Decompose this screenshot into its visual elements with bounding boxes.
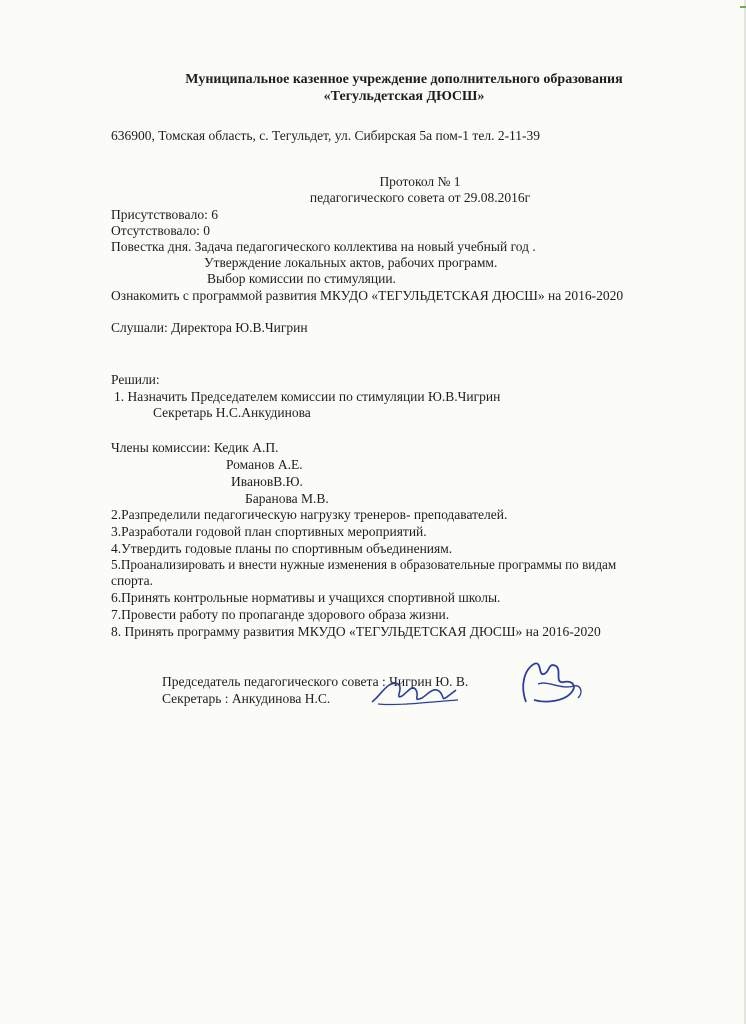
decision-item-3: 3.Разработали годовой план спортивных мероприятий. <box>111 524 427 539</box>
decision-item-8: 8. Принять программу развития МКУДО «ТЕГУЛЬДЕТСКАЯ ДЮСШ» на 2016-2020 <box>111 624 601 639</box>
chair-handwritten-signature <box>508 656 590 712</box>
present-count: Присутствовало: 6 <box>111 207 218 222</box>
decision-item-1-secretary: Секретарь Н.С.Анкудинова <box>153 405 311 420</box>
agenda-line4: Ознакомить с программой развития МКУДО «ТЕГУЛЬДЕТСКАЯ ДЮСШ» на 2016-2020 <box>111 288 624 303</box>
decision-item-4: 4.Утвердить годовые планы по спортивным объединениям. <box>111 541 453 556</box>
decision-item-7: 7.Провести работу по пропаганде здорового образа жизни. <box>111 607 450 622</box>
protocol-title: Протокол № 1 <box>379 174 461 189</box>
commission-members-label: Члены комиссии: Кедик А.П. <box>111 440 279 455</box>
org-name-line1: Муниципальное казенное учреждение дополнительного образования <box>185 72 623 87</box>
chair-signature-line: Председатель педагогического совета : Чигрин Ю. В. <box>162 674 469 689</box>
commission-member: Баранова М.В. <box>245 491 329 506</box>
agenda-line3: Выбор комиссии по стимуляции. <box>207 271 396 286</box>
commission-member: Романов А.Е. <box>226 457 303 472</box>
decision-item-5-cont: спорта. <box>111 573 153 588</box>
org-address: 636900, Томская область, с. Тегульдет, ул. Сибирская 5а пом-1 тел. 2-11-39 <box>111 128 541 143</box>
absent-count: Отсутствовало: 0 <box>111 223 211 238</box>
commission-member: ИвановВ.Ю. <box>231 474 303 489</box>
decision-item-5: 5.Проанализировать и внести нужные изменения в образовательные программы по видам <box>111 557 617 572</box>
secretary-signature-line: Секретарь : Анкудинова Н.С. <box>162 691 331 706</box>
decision-item-6: 6.Принять контрольные нормативы и учащихся спортивной школы. <box>111 590 501 605</box>
org-name-line2: «Тегульдетская ДЮСШ» <box>323 89 485 104</box>
secretary-handwritten-signature <box>368 672 464 712</box>
protocol-subtitle: педагогического совета от 29.08.2016г <box>309 190 531 205</box>
decision-item-1: 1. Назначить Председателем комиссии по стимуляции Ю.В.Чигрин <box>114 389 501 404</box>
decision-item-2: 2.Разпределили педагогическую нагрузку тренеров- преподавателей. <box>111 507 508 522</box>
corner-mark <box>740 6 746 8</box>
agenda-line1: Повестка дня. Задача педагогического коллектива на новый учебный год . <box>111 239 536 254</box>
agenda-line2: Утверждение локальных актов, рабочих программ. <box>204 255 498 270</box>
decision-heading: Решили: <box>111 372 160 387</box>
heard-line: Слушали: Директора Ю.В.Чигрин <box>111 320 308 335</box>
